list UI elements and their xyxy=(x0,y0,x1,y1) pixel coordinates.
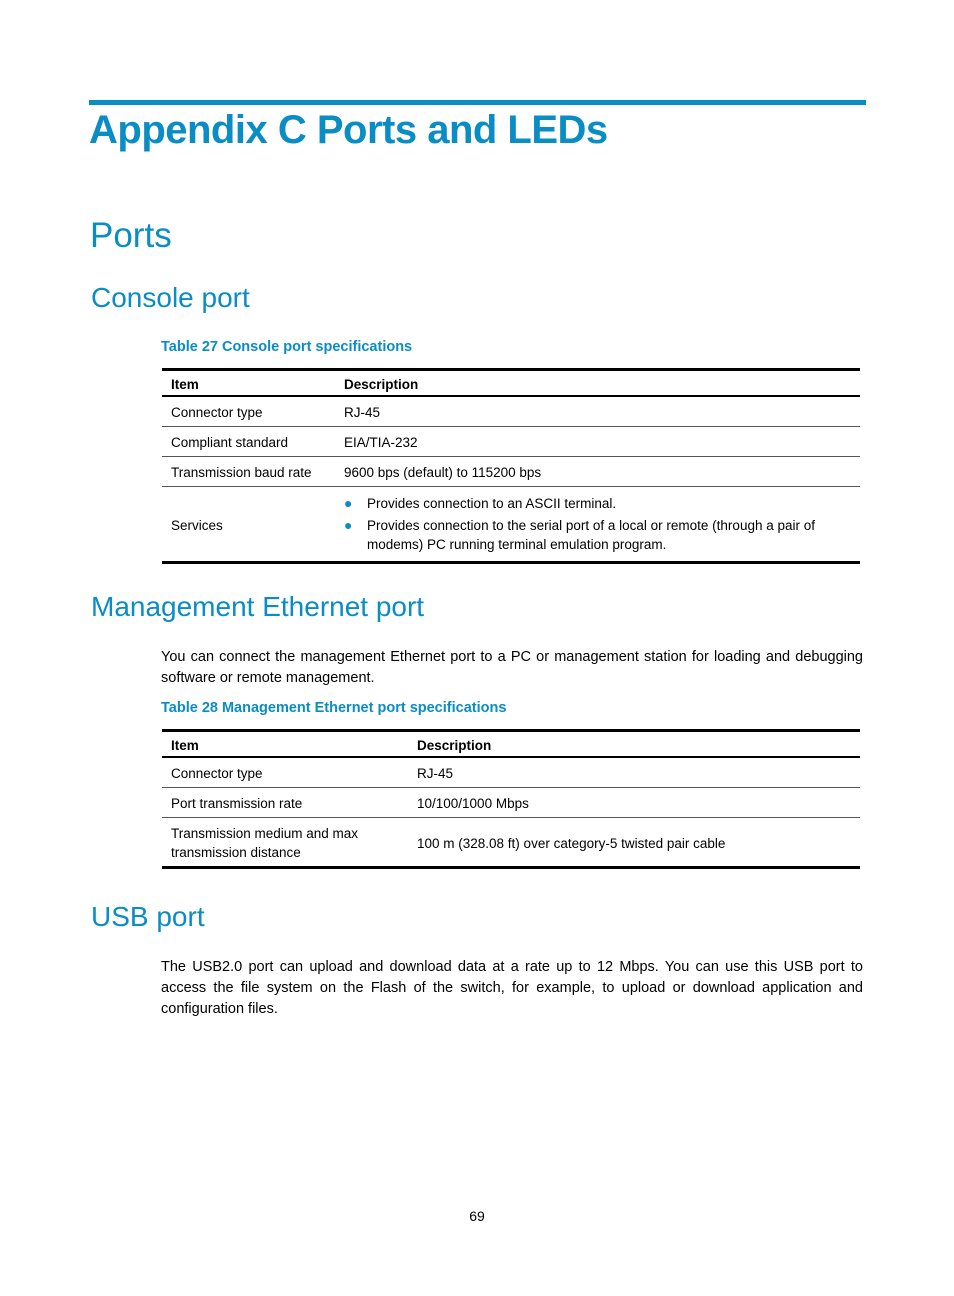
heading-console-port: Console port xyxy=(91,282,250,313)
column-header-item: Item xyxy=(162,731,408,758)
list-item xyxy=(344,516,851,554)
cell-item: Port transmission rate xyxy=(162,788,408,818)
cell-description: 10/100/1000 Mbps xyxy=(408,788,860,818)
table-row xyxy=(162,487,860,563)
table-header-row xyxy=(162,731,860,758)
bullet-icon: ● xyxy=(344,517,353,533)
cell-item: Transmission baud rate xyxy=(162,457,335,487)
table-27-caption: Table 27 Console port specifications xyxy=(161,339,413,355)
cell-description: EIA/TIA-232 xyxy=(335,427,860,457)
cell-item: Transmission medium and max transmission distance xyxy=(162,818,408,868)
cell-item: Services xyxy=(162,487,335,563)
chapter-title: Appendix C Ports and LEDs xyxy=(89,108,608,152)
cell-item: Compliant standard xyxy=(162,427,335,457)
console-port-table xyxy=(162,368,860,564)
column-header-description: Description xyxy=(408,731,860,758)
cell-description: RJ-45 xyxy=(344,405,381,420)
heading-usb-port: USB port xyxy=(91,901,205,932)
list-item-text: Provides connection to an ASCII terminal. xyxy=(367,496,617,511)
bullet-icon: ● xyxy=(344,495,353,511)
cell-description: 100 m (328.08 ft) over category-5 twisted pair cable xyxy=(408,818,860,868)
cell-item: Connector type xyxy=(171,766,263,781)
column-header-item: Item xyxy=(162,370,335,397)
list-item xyxy=(344,494,851,513)
table-28-caption: Table 28 Management Ethernet port specifications xyxy=(161,700,507,716)
list-item-text: Provides connection to the serial port of a local or remote (through a pair of modems) PC running terminal emulation program. xyxy=(367,518,815,552)
heading-management-ethernet-port: Management Ethernet port xyxy=(91,591,425,622)
table-row xyxy=(162,457,860,487)
table-row xyxy=(162,788,860,818)
table-row xyxy=(162,396,860,427)
usb-paragraph: The USB2.0 port can upload and download data at a rate up to 12 Mbps. You can use this USB port to access the file system on the Flash of the switch, for example, to upload or download application and configuration files. xyxy=(161,959,863,1017)
management-paragraph: You can connect the management Ethernet port to a PC or management station for loading and debugging software or remote management. xyxy=(161,649,863,686)
table-row xyxy=(162,427,860,457)
column-header-description: Description xyxy=(335,370,860,397)
services-list xyxy=(344,494,851,554)
cell-description: RJ-45 xyxy=(417,766,454,781)
page-number: 69 xyxy=(469,1208,485,1224)
table-row xyxy=(162,818,860,868)
table-row xyxy=(162,757,860,788)
table-header-row xyxy=(162,370,860,397)
chapter-rule xyxy=(89,100,866,105)
cell-description: 9600 bps (default) to 115200 bps xyxy=(335,457,860,487)
section-heading-ports: Ports xyxy=(90,216,172,255)
cell-description xyxy=(335,487,860,563)
management-port-table xyxy=(162,729,860,869)
cell-item: Connector type xyxy=(171,405,263,420)
